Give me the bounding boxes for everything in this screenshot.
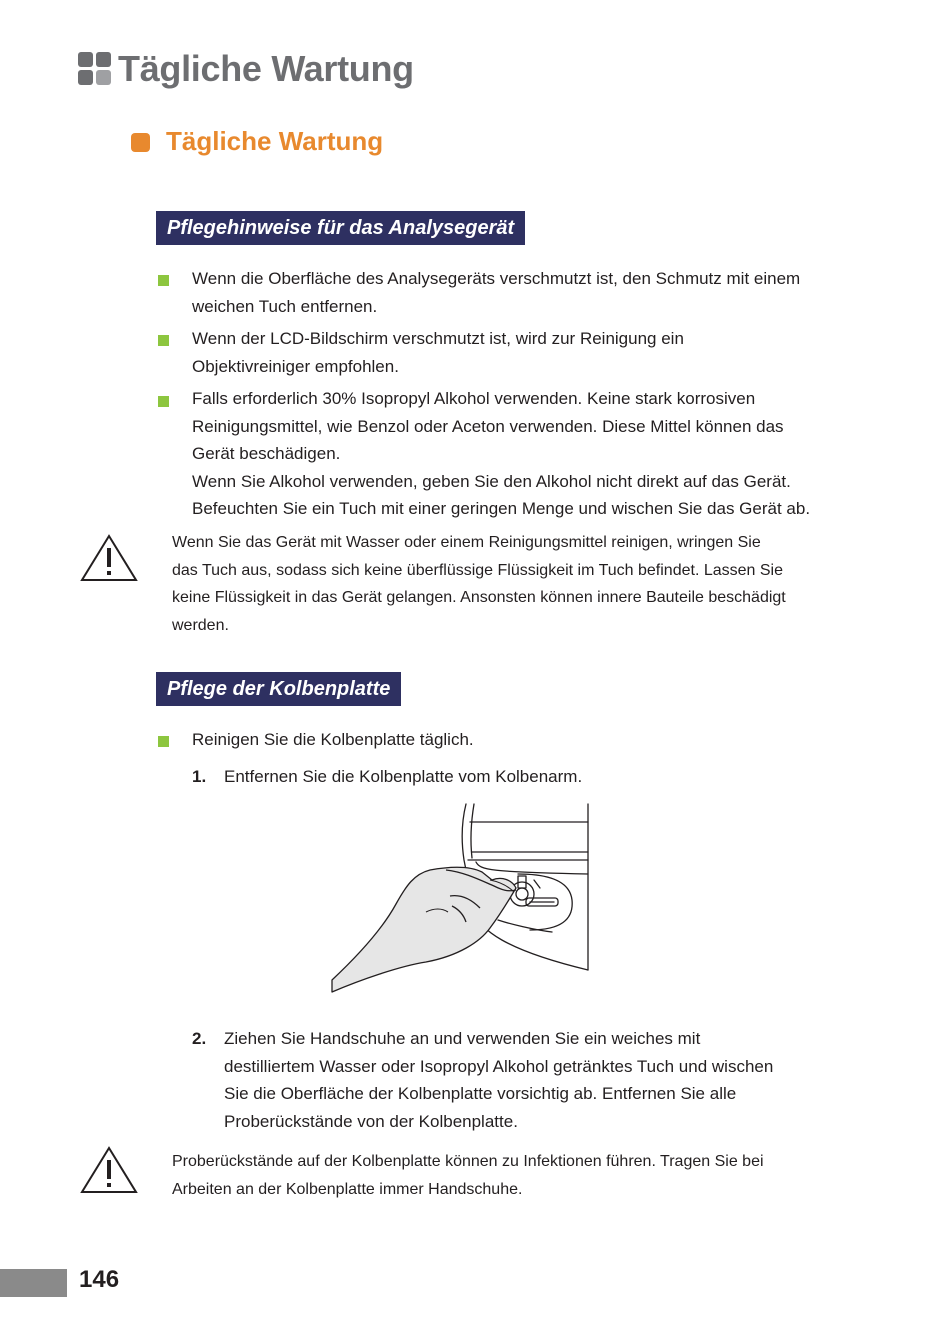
footer-bar — [0, 1269, 67, 1297]
chapter-title: Tägliche Wartung — [118, 48, 414, 89]
bullet-square-icon — [158, 335, 169, 346]
warning-text: Proberückstände auf der Kolbenplatte können zu Infektionen führen. Tragen Sie bei Arbeiten an der Kolbenplatte immer Handschuhe. — [172, 1153, 764, 1198]
step-number: 2. — [192, 1029, 207, 1048]
step-text: Ziehen Sie Handschuhe an und verwenden Sie ein weiches mit destilliertem Wasser oder Isopropyl Alkohol getränktes Tuch und wischen Sie die Oberfläche der Kolbenplatte vorsichtig ab. Entfernen Sie alle Proberückstände von der Kolbenplatte. — [224, 1029, 774, 1131]
piston-plate-heading: Pflege der Kolbenplatte — [156, 672, 401, 706]
list-item: Falls erforderlich 30% Isopropyl Alkohol verwenden. Keine stark korrosiven Reinigungsmittel, wie Benzol oder Aceton verwenden. Diese Mittel können das Gerät beschädigen. Wenn Sie Alkohol verwenden, geben Sie den Alkohol nicht direkt auf das Gerät. Befeuchten Sie ein Tuch mit einer geringen Menge und wischen Sie das Gerät ab. — [192, 389, 811, 518]
section-square-icon — [131, 133, 150, 152]
hand-removing-piston-plate-illustration — [330, 800, 592, 996]
bullet-square-icon — [158, 396, 169, 407]
list-item: Wenn der LCD-Bildschirm verschmutzt ist, wird zur Reinigung ein Objektivreiniger empfohlen. — [192, 329, 684, 376]
bullet-square-icon — [158, 736, 169, 747]
section-title: Tägliche Wartung — [166, 126, 384, 156]
step-number: 1. — [192, 767, 207, 786]
list-item: Reinigen Sie die Kolbenplatte täglich. — [192, 730, 474, 749]
list-item: Wenn die Oberfläche des Analysegeräts verschmutzt ist, den Schmutz mit einem weichen Tuch entfernen. — [192, 269, 801, 316]
warning-text: Wenn Sie das Gerät mit Wasser oder einem Reinigungsmittel reinigen, wringen Sie das Tuch aus, sodass sich keine überflüssige Flüssigkeit im Tuch befindet. Lassen Sie keine Flüssigkeit in das Gerät gelangen. Ansonsten können innere Bauteile beschädigt werden. — [172, 534, 786, 634]
bullet-square-icon — [158, 275, 169, 286]
care-analyzer-heading: Pflegehinweise für das Analysegerät — [156, 211, 525, 245]
chapter-squares-icon — [78, 52, 112, 86]
page-number: 146 — [79, 1266, 120, 1293]
step-text: Entfernen Sie die Kolbenplatte vom Kolbenarm. — [224, 767, 583, 786]
warning-triangle-icon — [80, 1146, 138, 1194]
warning-triangle-icon — [80, 534, 138, 582]
